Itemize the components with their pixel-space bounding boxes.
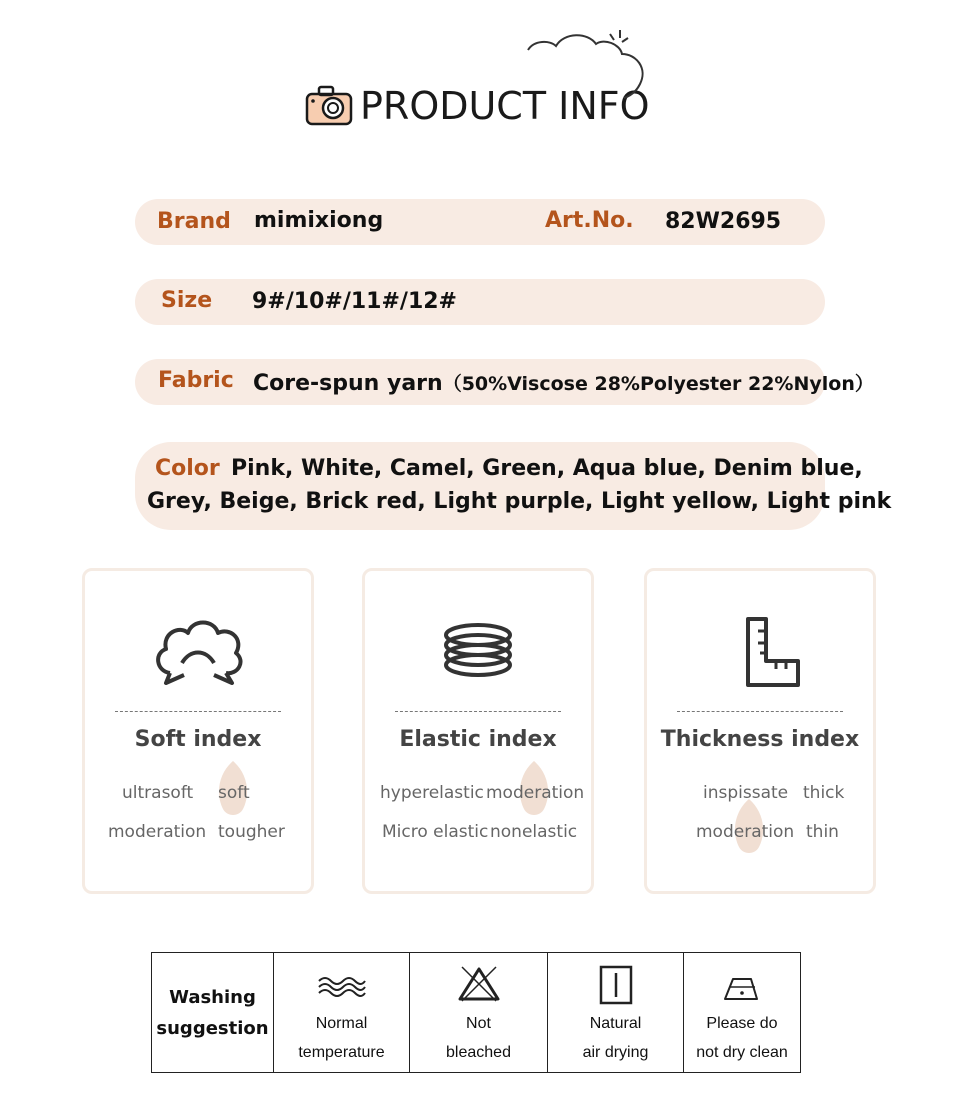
divider [677, 711, 843, 712]
elastic-index-title: Elastic index [399, 727, 557, 752]
camera-icon [304, 84, 354, 126]
washing-suggestion-table [151, 952, 801, 1073]
color-list-line2: Grey, Beige, Brick red, Light purple, Light yellow, Light pink [147, 489, 892, 514]
elastic-option-hyperelastic: hyperelastic [380, 783, 484, 803]
color-label: Color [155, 456, 220, 481]
elastic-index-card [362, 568, 594, 894]
ruler-icon [710, 611, 810, 691]
fabric-composition: （50%Viscose 28%Polyester 22%Nylon） [442, 373, 874, 395]
thickness-index-card [644, 568, 876, 894]
no-bleach-icon [456, 965, 502, 1003]
fabric-value [253, 369, 874, 396]
size-label: Size [161, 288, 213, 313]
washing-item-line1: Natural [589, 1015, 642, 1032]
washing-item-line2: temperature [298, 1044, 385, 1061]
size-row [135, 279, 825, 325]
thickness-option-inspissate: inspissate [703, 783, 789, 803]
brand-row [135, 199, 825, 245]
cloud-icon [524, 28, 648, 100]
washing-item-dry-clean [684, 953, 800, 1072]
washing-item-line2: air drying [582, 1044, 649, 1061]
elastic-option-moderation: moderation [486, 783, 585, 803]
elastic-option-micro-elastic: Micro elastic [382, 822, 489, 842]
washing-item-line2: not dry clean [696, 1044, 788, 1061]
color-list-line1: Pink, White, Camel, Green, Aqua blue, Denim blue, [231, 456, 863, 481]
thickness-index-title: Thickness index [660, 727, 860, 752]
fabric-label: Fabric [158, 368, 234, 393]
fabric-material: Core-spun yarn [253, 371, 443, 396]
washing-item-line2: bleached [446, 1044, 511, 1061]
washing-item-bleach [410, 953, 548, 1072]
iron-icon [721, 973, 763, 1003]
soft-option-ultrasoft: ultrasoft [122, 783, 194, 803]
washing-item-drying [548, 953, 684, 1072]
thickness-option-thick: thick [803, 783, 845, 803]
brand-label: Brand [157, 209, 231, 234]
washing-item-line1: Normal [315, 1015, 368, 1032]
washing-heading-line1: Washing [169, 987, 256, 1008]
washing-heading-cell [152, 953, 274, 1072]
size-value: 9#/10#/11#/12# [252, 289, 457, 314]
divider [115, 711, 281, 712]
washing-item-line1: Not [466, 1015, 491, 1032]
color-row [135, 442, 892, 530]
washing-heading-line2: suggestion [156, 1018, 269, 1039]
washing-item-line1: Please do [706, 1015, 778, 1032]
water-wave-icon [317, 975, 367, 999]
spring-icon [428, 611, 528, 691]
cotton-icon [148, 611, 248, 691]
soft-option-tougher: tougher [218, 822, 285, 842]
hang-dry-icon [599, 965, 633, 1005]
artno-label: Art.No. [545, 208, 634, 233]
divider [395, 711, 561, 712]
washing-item-temperature [274, 953, 410, 1072]
soft-option-moderation: moderation [108, 822, 207, 842]
fabric-row [135, 359, 874, 405]
thickness-option-thin: thin [806, 822, 839, 842]
brand-value: mimixiong [254, 208, 384, 233]
soft-option-soft: soft [218, 783, 250, 803]
soft-index-card [82, 568, 314, 894]
elastic-option-nonelastic: nonelastic [490, 822, 578, 842]
soft-index-title: Soft index [134, 727, 262, 752]
header [0, 0, 960, 160]
artno-value: 82W2695 [665, 209, 782, 234]
page-title: PRODUCT INFO [360, 84, 650, 128]
thickness-option-moderation: moderation [696, 822, 795, 842]
